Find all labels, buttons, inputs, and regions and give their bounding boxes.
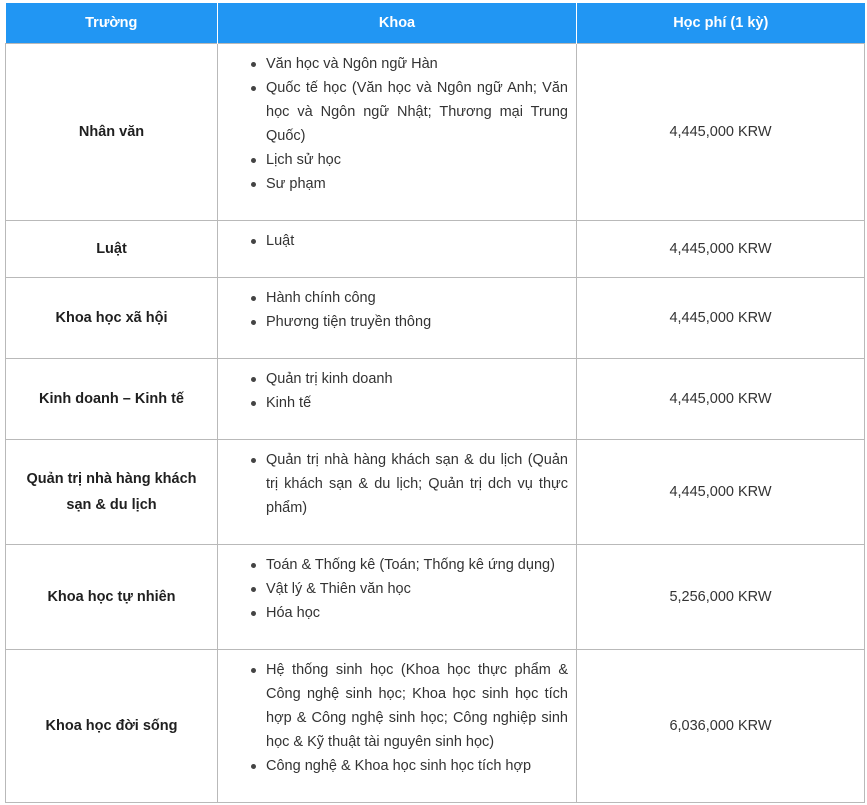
table-row [6, 545, 865, 650]
faculty-list [218, 658, 568, 778]
school-name: Khoa học xã hội [6, 278, 218, 359]
tuition-fee: 4,445,000 KRW [577, 359, 865, 440]
list-item: Vật lý & Thiên văn học [266, 577, 568, 601]
table-row [6, 221, 865, 278]
list-item: Kinh tế [266, 391, 568, 415]
list-item: Sư phạm [266, 172, 568, 196]
list-item: Luật [266, 229, 568, 253]
table-row [6, 650, 865, 803]
list-item: Phương tiện truyền thông [266, 310, 568, 334]
table-header-row [6, 3, 865, 44]
faculty-cell [218, 440, 577, 545]
faculty-cell [218, 545, 577, 650]
tuition-fee: 4,445,000 KRW [577, 278, 865, 359]
list-item: Quản trị kinh doanh [266, 367, 568, 391]
tuition-fee: 4,445,000 KRW [577, 221, 865, 278]
faculty-cell [218, 650, 577, 803]
header-faculty: Khoa [218, 3, 577, 44]
school-name: Quản trị nhà hàng khách sạn & du lịch [6, 440, 218, 545]
faculty-list [218, 448, 568, 520]
table-row [6, 359, 865, 440]
faculty-list [218, 553, 568, 625]
header-tuition: Học phí (1 kỳ) [577, 3, 865, 44]
faculty-cell [218, 359, 577, 440]
list-item: Quản trị nhà hàng khách sạn & du lịch (Quản trị khách sạn & du lịch; Quản trị dch vụ thực phẩm) [266, 448, 568, 520]
school-name: Luật [6, 221, 218, 278]
list-item: Hóa học [266, 601, 568, 625]
faculty-list [218, 52, 568, 196]
list-item: Toán & Thống kê (Toán; Thống kê ứng dụng) [266, 553, 568, 577]
list-item: Hành chính công [266, 286, 568, 310]
table-row [6, 44, 865, 221]
list-item: Quốc tế học (Văn học và Ngôn ngữ Anh; Văn học và Ngôn ngữ Nhật; Thương mại Trung Quốc) [266, 76, 568, 148]
school-name: Nhân văn [6, 44, 218, 221]
table-row [6, 440, 865, 545]
faculty-cell [218, 44, 577, 221]
list-item: Công nghệ & Khoa học sinh học tích hợp [266, 754, 568, 778]
faculty-cell [218, 278, 577, 359]
tuition-fee: 5,256,000 KRW [577, 545, 865, 650]
tuition-fee: 4,445,000 KRW [577, 440, 865, 545]
faculty-list [218, 367, 568, 415]
header-school: Trường [6, 3, 218, 44]
faculty-list [218, 286, 568, 334]
school-name: Khoa học đời sống [6, 650, 218, 803]
faculty-list [218, 229, 568, 253]
tuition-fee: 6,036,000 KRW [577, 650, 865, 803]
list-item: Lịch sử học [266, 148, 568, 172]
school-name: Kinh doanh – Kinh tế [6, 359, 218, 440]
list-item: Hệ thống sinh học (Khoa học thực phẩm & Công nghệ sinh học; Khoa học sinh học tích hợp & Công nghệ sinh học; Công nghiệp sinh học & Kỹ thuật tài nguyên sinh học) [266, 658, 568, 754]
list-item: Văn học và Ngôn ngữ Hàn [266, 52, 568, 76]
faculty-cell [218, 221, 577, 278]
table-row [6, 278, 865, 359]
school-name: Khoa học tự nhiên [6, 545, 218, 650]
tuition-fee: 4,445,000 KRW [577, 44, 865, 221]
tuition-table [5, 3, 865, 803]
